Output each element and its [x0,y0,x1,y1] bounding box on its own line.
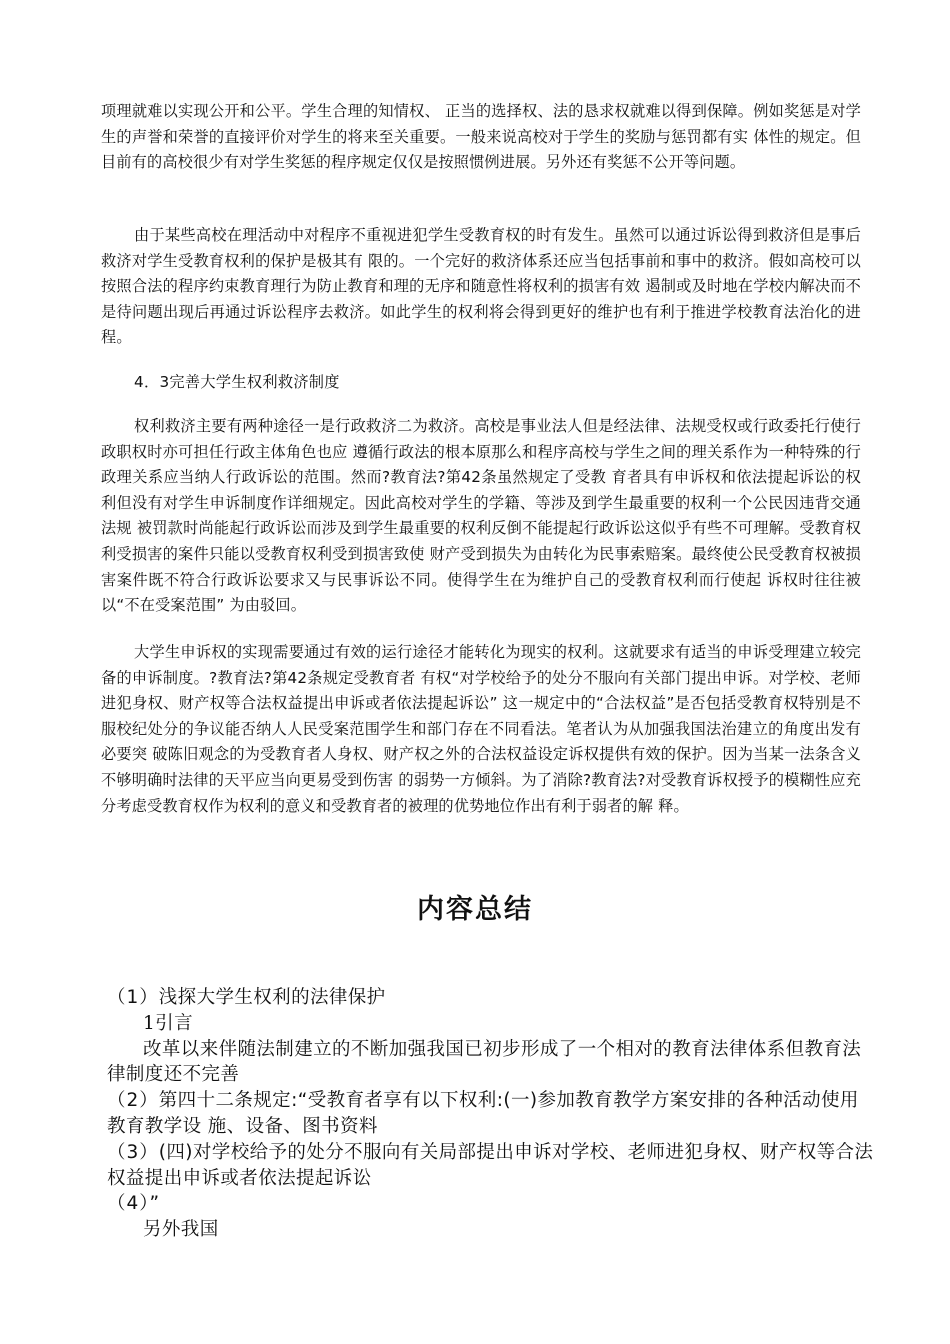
paragraph-appeal-right: 大学生申诉权的实现需要通过有效的运行途径才能转化为现实的权利。这就要求有适当的申诉受理建立较完备的申诉制度。?教育法?第42条规定受教育者 有权“对学校给予的处分不服向有关部门提出申诉。对学校、老师进犯身权、财产权等合法权益提出申诉或者依法提起诉讼” 这一规定中的“合法权益”是否包括受教育权特别是不服校纪处分的争议能否纳人人民受案范围学生和部门存在不同看法。笔者认为从加强我国法治建立的角度出发有必要突 破陈旧观念的为受教育者人身权、财产权之外的合法权益设定诉权提供有效的保护。因为当某一法条含义不够明确时法律的天平应当向更易受到伤害 的弱势一方倾斜。为了消除?教育法?对受教育诉权授予的模糊性应充分考虑受教育权作为权利的意义和受教育者的被理的优势地位作出有利于弱者的解 释。 [101,643,861,815]
summary-item [107,985,877,1011]
summary-item-number: （3） [107,1141,159,1163]
paragraph-remedy-procedure: 由于某些高校在理活动中对程序不重视进犯学生受教育权的时有发生。虽然可以通过诉讼得到救济但是事后救济对学生受教育权利的保护是极其有 限的。一个完好的救济体系还应当包括事前和事中的救济。假如高校可以按照合法的程序约束教育理行为防止教育和理的无序和随意性将权利的损害有效 遏制或及时地在学校内解决而不是待问题出现后再通过诉讼程序去救济。如此学生的权利将会得到更好的维护也有利于推进学校教育法治化的进程。 [101,226,861,347]
summary-item-text: 1引言 [143,1012,193,1034]
section-heading-4-3: 4．3完善大学生权利救济制度 [134,373,340,391]
summary-item-number: （2） [107,1090,159,1112]
summary-item [107,1217,877,1243]
summary-item-text: 浅探大学生权利的法律保护 [158,987,386,1008]
summary-item-text: (四)对学校给予的处分不服向有关局部提出申诉对学校、老师进犯身权、财产权等合法权益提出申诉或者依法提起诉讼 [107,1141,874,1189]
summary-item [107,1037,877,1089]
summary-item-number: （1） [107,987,159,1008]
summary-item-text: ” [149,1193,160,1215]
summary-list [107,985,877,1243]
summary-title: 内容总结 [417,894,533,925]
paragraph-reward-punishment: 项理就难以实现公开和公平。学生合理的知情权、 正当的选择权、法的恳求权就难以得到保障。例如奖惩是对学生的声誉和荣誉的直接评价对学生的将来至关重要。一般来说高校对于学生的奖励与惩罚都有实 体性的规定。但目前有的高校很少有对学生奖惩的程序规定仅仅是按照惯例进展。另外还有奖惩不公开等问题。 [101,102,861,172]
summary-item [107,1140,877,1192]
summary-item [107,1011,877,1037]
summary-item [107,1088,877,1140]
summary-item-text: 另外我国 [143,1219,219,1241]
summary-item-number: （4） [107,1193,150,1215]
paragraph-rights-remedy-channels: 权利救济主要有两种途径一是行政救济二为救济。高校是事业法人但是经法律、法规受权或行政委托行使行政职权时亦可担任行政主体角色也应 遵循行政法的根本原那么和程序高校与学生之间的理关系作为一种特殊的行政理关系应当纳人行政诉讼的范围。然而?教育法?第42条虽然规定了受教 育者具有申诉权和依法提起诉讼的权利但没有对学生申诉制度作详细规定。因此高校对学生的学籍、等涉及到学生最重要的权利一个公民因违背交通法规 被罚款时尚能起行政诉讼而涉及到学生最重要的权利反倒不能提起行政诉讼这似乎有些不可理解。受教育权利受损害的案件只能以受教育权利受到损害致使 财产受到损失为由转化为民事索赔案。最终使公民受教育权被损害案件既不符合行政诉讼要求又与民事诉讼不同。使得学生在为维护自己的受教育权利而行使起 诉权时往往被以“不在受案范围” 为由驳回。 [101,417,861,615]
summary-item-text: 改革以来伴随法制建立的不断加强我国已初步形成了一个相对的教育法律体系但教育法律制度还不完善 [107,1038,862,1086]
summary-item [107,1191,877,1217]
summary-item-text: 第四十二条规定:“受教育者享有以下权利:(一)参加教育教学方案安排的各种活动使用教育教学设 施、设备、图书资料 [107,1090,859,1137]
